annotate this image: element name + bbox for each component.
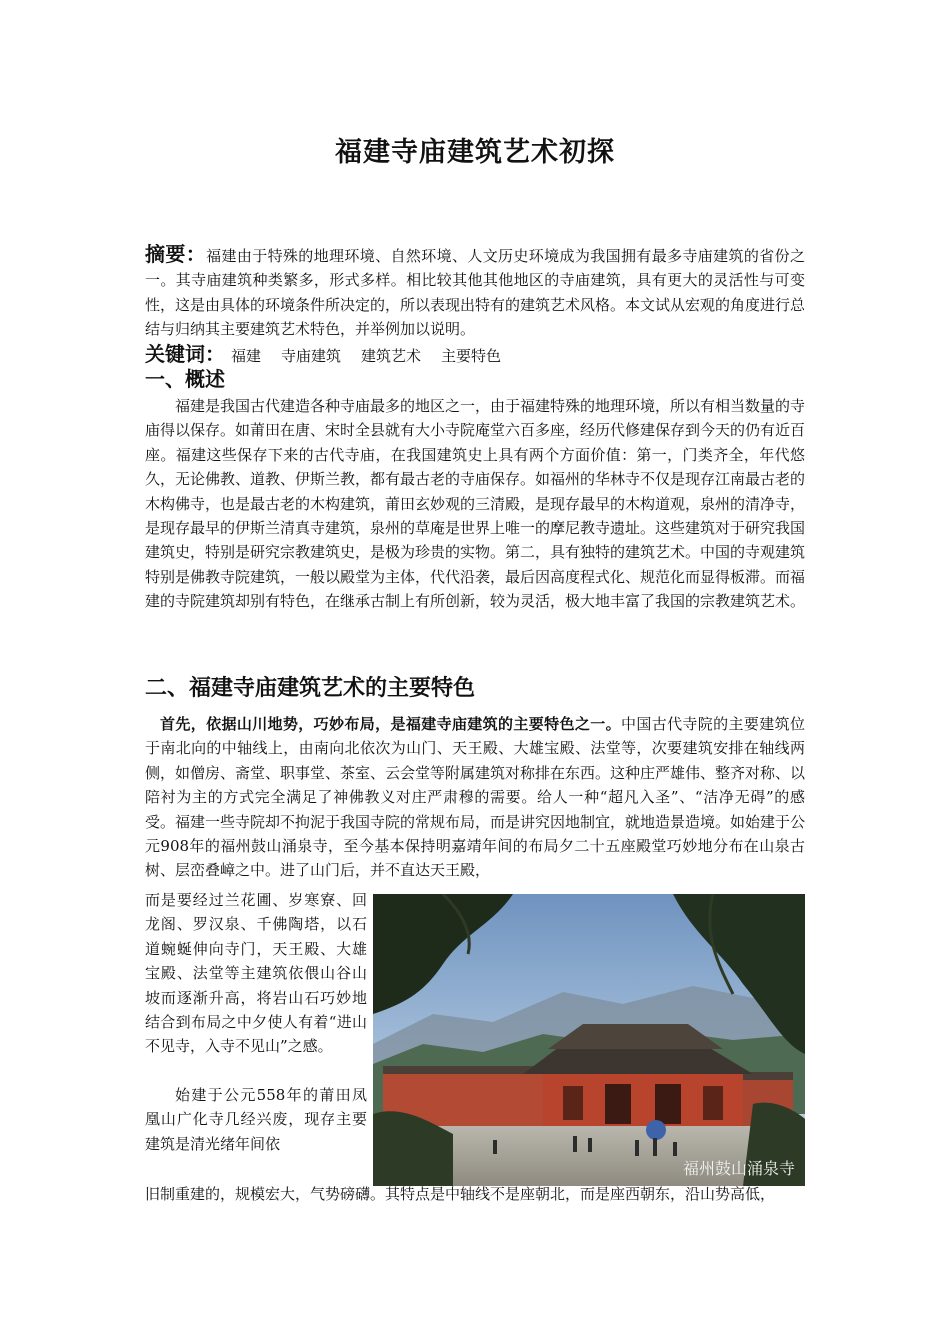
keyword: 寺庙建筑 bbox=[281, 347, 342, 365]
abstract-paragraph bbox=[145, 242, 805, 342]
features-lead-sentence: 首先，依据山川地势，巧妙布局，是福建寺庙建筑的主要特色之一。 bbox=[160, 715, 621, 733]
side-text-column bbox=[145, 888, 367, 1156]
section-heading-overview: 一、概述 bbox=[145, 367, 225, 391]
keywords-label: 关键词： bbox=[145, 342, 225, 366]
photo-caption: 福州鼓山涌泉寺 bbox=[682, 1159, 795, 1178]
keyword: 主要特色 bbox=[441, 347, 502, 365]
document-title: 福建寺庙建筑艺术初探 bbox=[335, 137, 615, 168]
abstract-label: 摘要： bbox=[145, 242, 207, 266]
continuation-line: 旧制重建的，规模宏大，气势磅礴。其特点是中轴线不是座朝北，而是座西朝东，沿山势高低， bbox=[145, 1185, 776, 1203]
side-paragraph-1: 而是要经过兰花圃、岁寒寮、回龙阁、罗汉泉、千佛陶塔，以石道蜿蜒伸向寺门，天王殿、大雄宝殿、法堂等主建筑依偎山谷山坡而逐渐升高，将岩山石巧妙地结合到布局之中夕使人有着“进山不见寺，入寺不见山”之感。 bbox=[145, 891, 367, 1056]
temple-photo bbox=[373, 894, 805, 1186]
features-text: 中国古代寺院的主要建筑位于南北向的中轴线上，由南向北依次为山门、天王殿、大雄宝殿、法堂等，次要建筑安排在轴线两侧，如僧房、斋堂、职事堂、茶室、云会堂等附属建筑对称排在东西。这种庄严雄伟、整齐对称、以陪衬为主的方式完全满足了神佛教义对庄严肃穆的需要。给人一种“超凡入圣”、“洁净无碍”的感受。福建一些寺院却不拘泥于我国寺院的常规布局，而是讲究因地制宜，就地造景造境。如始建于公元908年的福州鼓山涌泉寺，至今基本保持明嘉靖年间的布局夕二十五座殿堂巧妙地分布在山泉古树、层峦叠嶂之中。进了山门后，并不直达天王殿， bbox=[145, 715, 806, 880]
keyword: 福建 bbox=[231, 347, 262, 365]
overview-paragraph: 福建是我国古代建造各种寺庙最多的地区之一，由于福建特殊的地理环境，所以有相当数量的寺庙得以保存。如莆田在唐、宋时全县就有大小寺院庵堂六百多座，经历代修建保存到今天的仍有近百座。福建这些保存下来的古代寺庙，在我国建筑史上具有两个方面价值：第一，门类齐全，年代悠久，无论佛教、道教、伊斯兰教，都有最古老的寺庙保存。如福州的华林寺不仅是现存江南最古老的木构佛寺，也是最古老的木构建筑，莆田玄妙观的三清殿，是现存最早的木构道观，泉州的清净寺，是现存最早的伊斯兰清真寺建筑，泉州的草庵是世界上唯一的摩尼教寺遗址。这些建筑对于研究我国建筑史，特别是研究宗教建筑史，是极为珍贵的实物。第二，具有独特的建筑艺术。中国的寺观建筑特别是佛教寺院建筑，一般以殿堂为主体，代代沿袭，最后因高度程式化、规范化而显得板滞。而福建的寺院建筑却别有特色，在继承古制上有所创新，较为灵活，极大地丰富了我国的宗教建筑艺术。 bbox=[145, 397, 806, 611]
keywords-line bbox=[145, 341, 805, 369]
side-paragraph-2: 始建于公元558年的莆田凤凰山广化寺几经兴废，现存主要建筑是清光绪年间依 bbox=[145, 1085, 367, 1153]
features-paragraph bbox=[145, 712, 805, 883]
abstract-text: 福建由于特殊的地理环境、自然环境、人文历史环境成为我国拥有最多寺庙建筑的省份之一。其寺庙建筑种类繁多，形式多样。相比较其他其他地区的寺庙建筑，具有更大的灵活性与可变性，这是由具体的环境条件所决定的，所以表现出特有的建筑艺术风格。本文试从宏观的角度进行总结与归纳其主要建筑艺术特色，并举例加以说明。 bbox=[145, 247, 806, 339]
keyword: 建筑艺术 bbox=[361, 347, 422, 365]
section-heading-features: 二、福建寺庙建筑艺术的主要特色 bbox=[145, 675, 476, 701]
